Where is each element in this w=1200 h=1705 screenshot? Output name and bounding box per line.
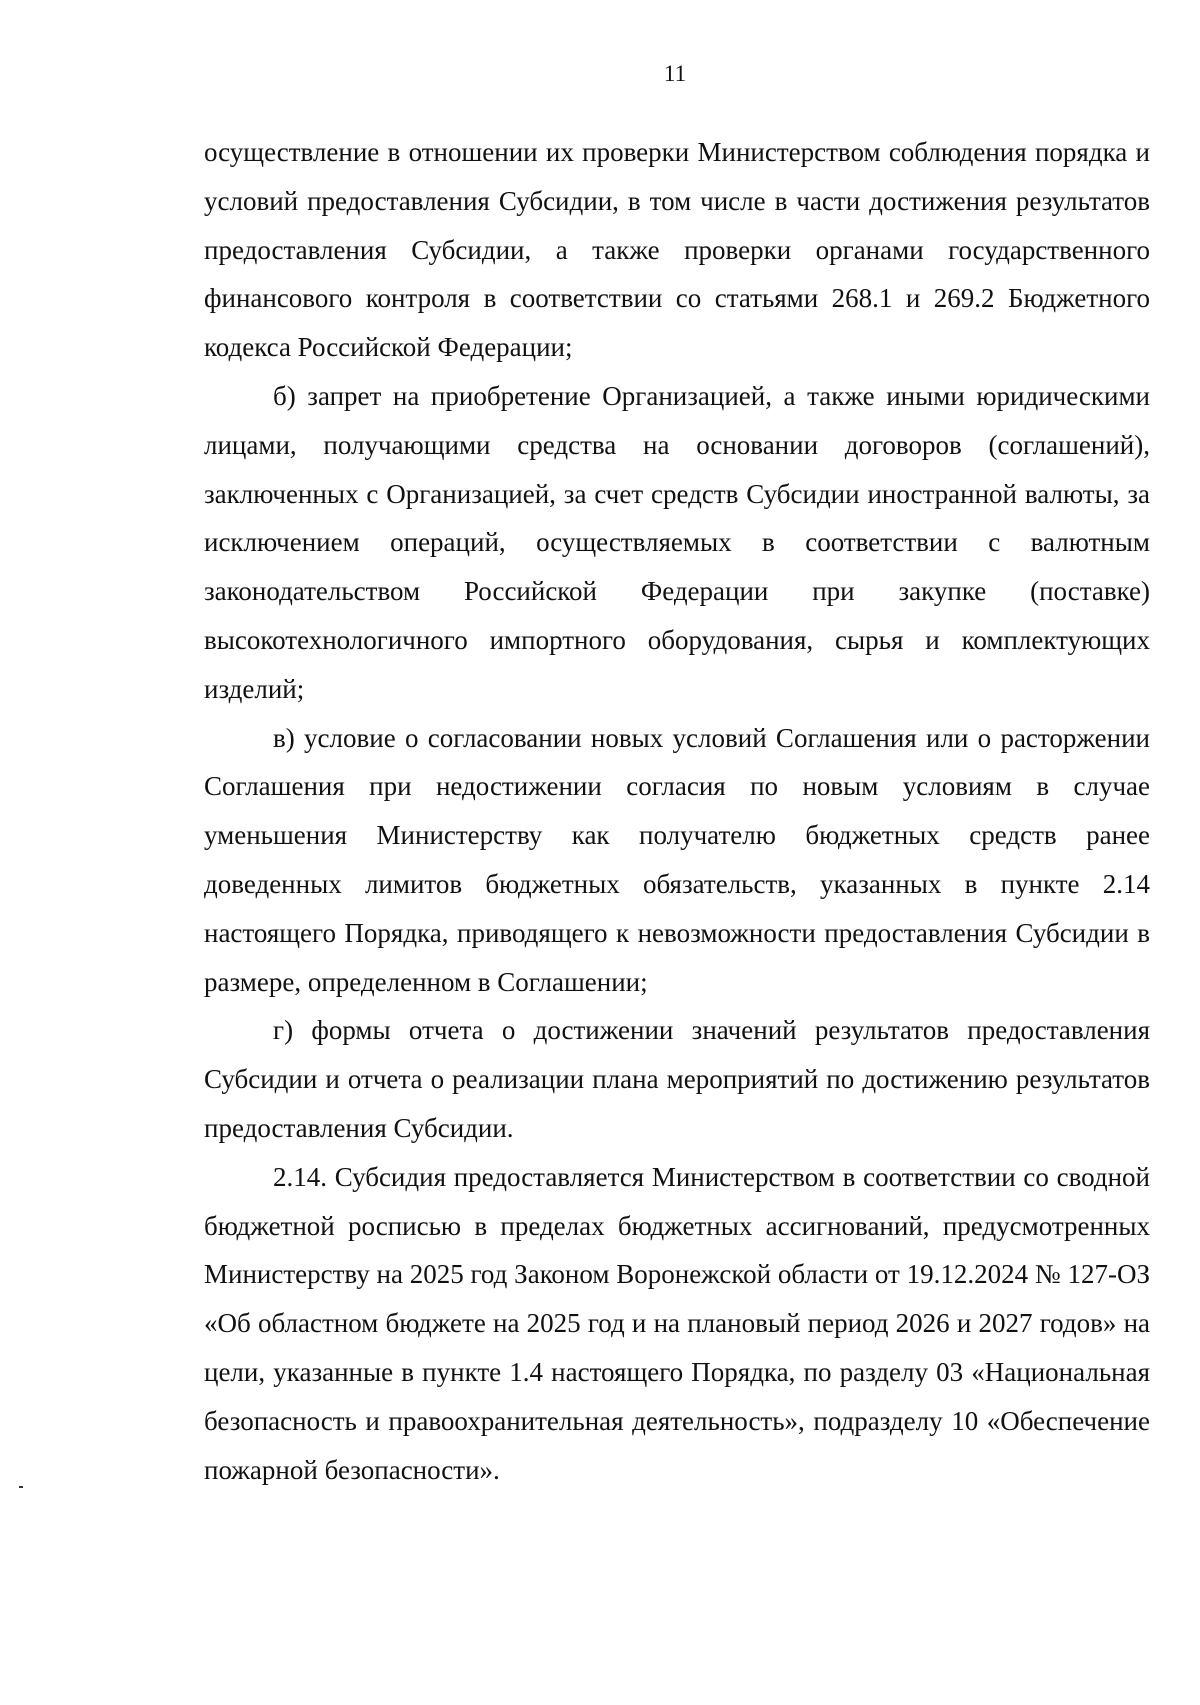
paragraph-item-b: б) запрет на приобретение Организацией, а также иными юридическими лицами, получающими средства на основании договоров (соглашений), заключенных с Организацией, за счет средств Субсидии иностранной валюты, за исключением операций, осуществляемых в соответствии с валютным законодательством Российской Федерации при закупке (поставке) высокотехнологичного импортного оборудования, сырья и комплектующих изделий; [204, 380, 1150, 704]
scan-artifact-mark [19, 1486, 23, 1488]
document-body [204, 128, 1150, 1494]
paragraph-continuation: осуществление в отношении их проверки Министерством соблюдения порядка и условий предоставления Субсидии, в том числе в части достижения результатов предоставления Субсидии, а также проверки органами государственного финансового контроля в соответствии со статьями 268.1 и 269.2 Бюджетного кодекса Российской Федерации; [204, 137, 1150, 363]
paragraph-item-v: в) условие о согласовании новых условий Соглашения или о расторжении Соглашения при недостижении согласия по новым условиям в случае уменьшения Министерству как получателю бюджетных средств ранее доведенных лимитов бюджетных обязательств, указанных в пункте 2.14 настоящего Порядка, приводящего к невозможности предоставления Субсидии в размере, определенном в Соглашении; [204, 722, 1150, 997]
page-number: 11 [663, 61, 687, 86]
paragraph-2-14: 2.14. Субсидия предоставляется Министерством в соответствии со сводной бюджетной росписью в пределах бюджетных ассигнований, предусмотренных Министерству на 2025 год Законом Воронежской области от 19.12.2024 № 127-ОЗ «Об областном бюджете на 2025 год и на плановый период 2026 и 2027 годов» на цели, указанные в пункте 1.4 настоящего Порядка, по разделу 03 «Национальная безопасность и правоохранительная деятельность», подразделу 10 «Обеспечение пожарной безопасности». [204, 1161, 1150, 1485]
paragraph-item-g: г) формы отчета о достижении значений результатов предоставления Субсидии и отчета о реализации плана мероприятий по достижению результатов предоставления Субсидии. [204, 1015, 1150, 1143]
